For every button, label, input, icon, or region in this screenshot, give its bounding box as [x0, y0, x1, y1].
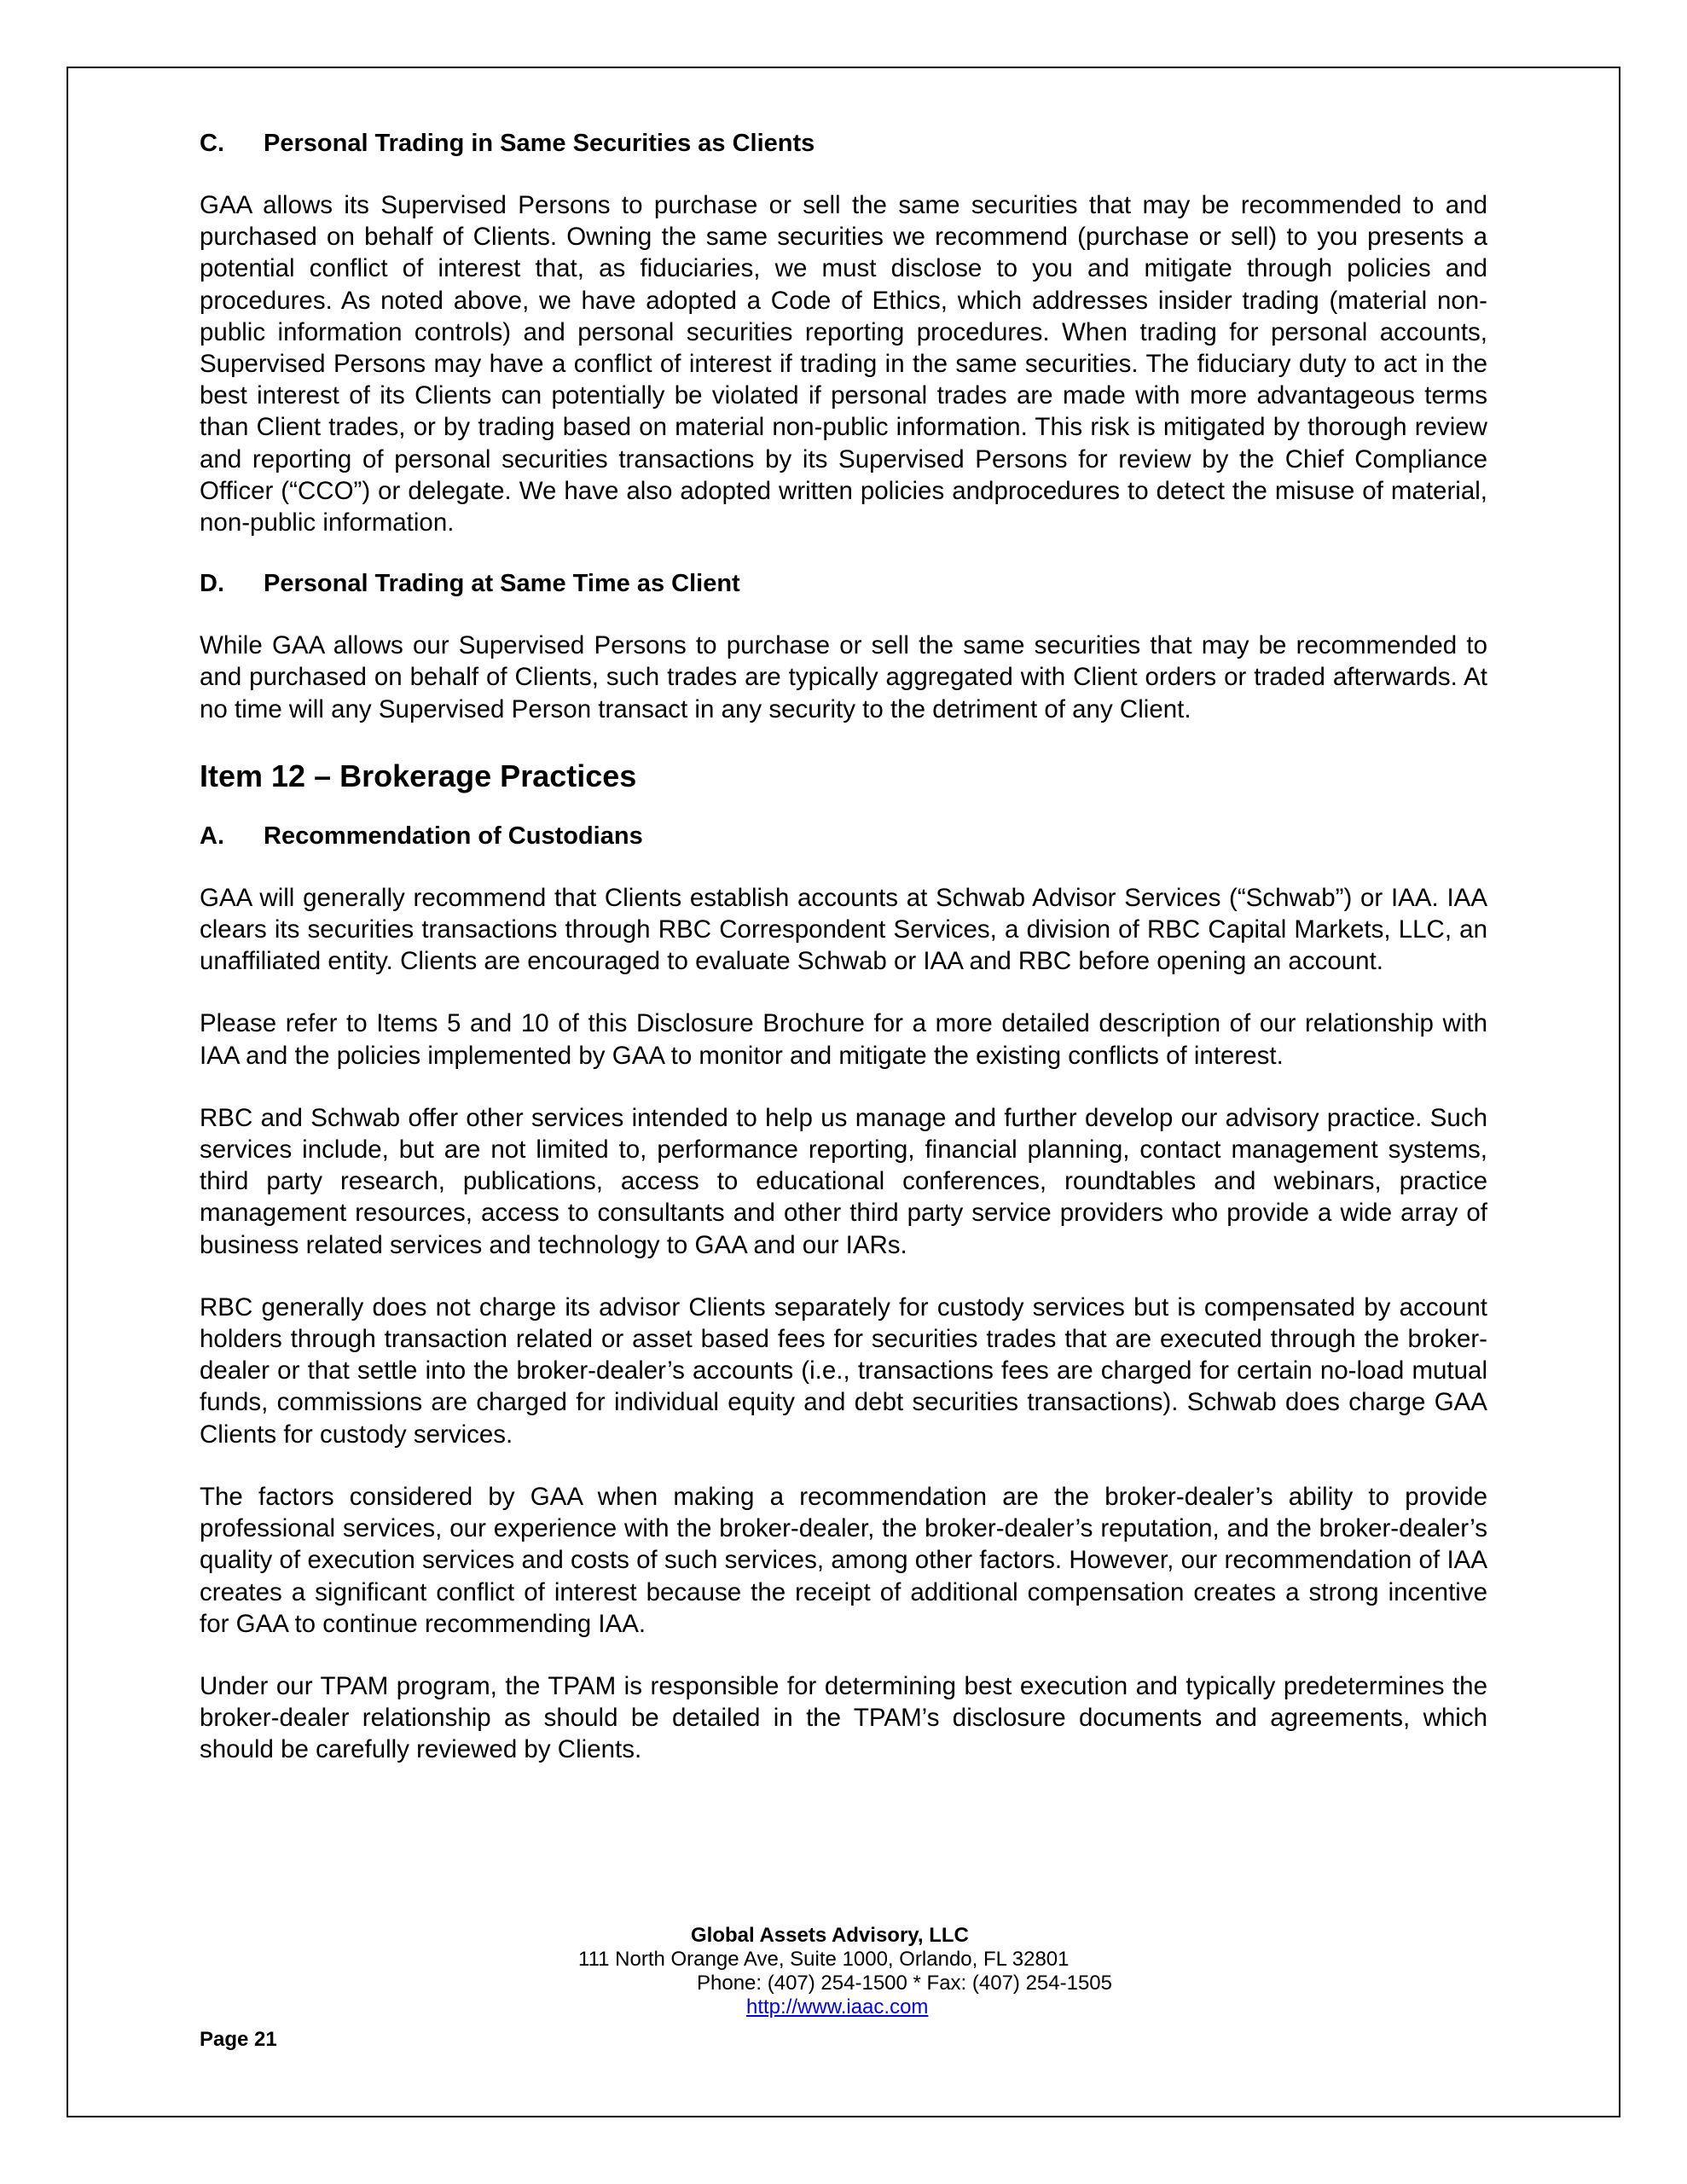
section-a-letter: A. [200, 822, 224, 850]
page-number: Page 21 [200, 2028, 277, 2051]
section-c-letter: C. [200, 130, 224, 157]
section-c-paragraph: GAA allows its Supervised Persons to purchase or sell the same securities that may be recommended to and purchased on behalf of Clients. Owning the same securities we recommend (purchase or sell) to you presents a potential conflict of interest that, as fiduciaries, we must disclose to you and mitigate through policies and procedures. As noted above, we have adopted a Code of Ethics, which addresses insider trading (material non-public information controls) and personal securities reporting procedures. When trading for personal accounts, Supervised Persons may have a conflict of interest if trading in the same securities. The fiduciary duty to act in the best interest of its Clients can potentially be violated if personal trades are made with more advantageous terms than Client trades, or by trading based on material non-public information. This risk is mitigated by thorough review and reporting of personal securities transactions by its Supervised Persons for review by the Chief Compliance Officer (“CCO”) or delegate. We have also adopted written policies andprocedures to detect the misuse of material, non-public information. [200, 191, 1487, 537]
services-paragraph: RBC and Schwab offer other services intended to help us manage and further develop our advisory practice. Such services include, but are not limited to, performance reporting, financial planning, contact management systems, third party research, publications, access to educational conferences, roundtables and webinars, practice management resources, access to consultants and other third party service providers who provide a wide array of business related services and technology to GAA and our IARs. [200, 1103, 1487, 1259]
document-body [200, 128, 1487, 1766]
section-a-heading [200, 821, 1487, 851]
section-d-heading [200, 568, 1487, 599]
section-d-paragraph: While GAA allows our Supervised Persons to purchase or sell the same securities that may be recommended to and purchased on behalf of Clients, such trades are typically aggregated with Client orders or traded afterwards. At no time will any Supervised Person transact in any security to the detriment of any Client. [200, 631, 1487, 723]
section-d-title: Personal Trading at Same Time as Client [264, 570, 740, 598]
section-c-title: Personal Trading in Same Securities as Clients [264, 130, 815, 157]
section-c-heading [200, 128, 1487, 159]
section-a-title: Recommendation of Custodians [264, 822, 643, 850]
section-d-letter: D. [200, 570, 224, 598]
item-12-heading: Item 12 – Brokerage Practices [200, 758, 637, 793]
footer-website-link[interactable]: http://www.iaac.com [746, 1995, 929, 2018]
custodian-paragraph: GAA will generally recommend that Clients establish accounts at Schwab Advisor Services (“Schwab”) or IAA. IAA clears its securities transactions through RBC Correspondent Services, a division of RBC Capital Markets, LLC, an unaffiliated entity. Clients are encouraged to evaluate Schwab or IAA and RBC before opening an account. [200, 883, 1487, 976]
footer-phone: Phone: (407) 254-1500 * Fax: (407) 254-1505 [697, 1972, 1112, 1995]
disclosure-reference-paragraph: Please refer to Items 5 and 10 of this Disclosure Brochure for a more detailed description of our relationship with IAA and the policies implemented by GAA to monitor and mitigate the existing conflicts of interest. [200, 1009, 1487, 1070]
footer-address: 111 North Orange Ave, Suite 1000, Orlando, FL 32801 [578, 1948, 1070, 1971]
recommendation-factors-paragraph: The factors considered by GAA when making a recommendation are the broker-dealer’s ability to provide professional services, our experience with the broker-dealer, the broker-dealer’s reputation, and the broker-dealer’s quality of execution services and costs of such services, among other factors. However, our recommendation of IAA creates a significant conflict of interest because the receipt of additional compensation creates a strong incentive for GAA to continue recommending IAA. [200, 1482, 1487, 1638]
tpam-paragraph: Under our TPAM program, the TPAM is responsible for determining best execution and typically predetermines the broker-dealer relationship as should be detailed in the TPAM’s disclosure documents and agreements, which should be carefully reviewed by Clients. [200, 1671, 1487, 1764]
custody-fees-paragraph: RBC generally does not charge its advisor Clients separately for custody services but is compensated by account holders through transaction related or asset based fees for securities trades that are executed through the broker-dealer or that settle into the broker-dealer’s accounts (i.e., transactions fees are charged for certain no-load mutual funds, commissions are charged for individual equity and debt securities transactions). Schwab does charge GAA Clients for custody services. [200, 1292, 1487, 1449]
footer-company: Global Assets Advisory, LLC [691, 1924, 969, 1947]
